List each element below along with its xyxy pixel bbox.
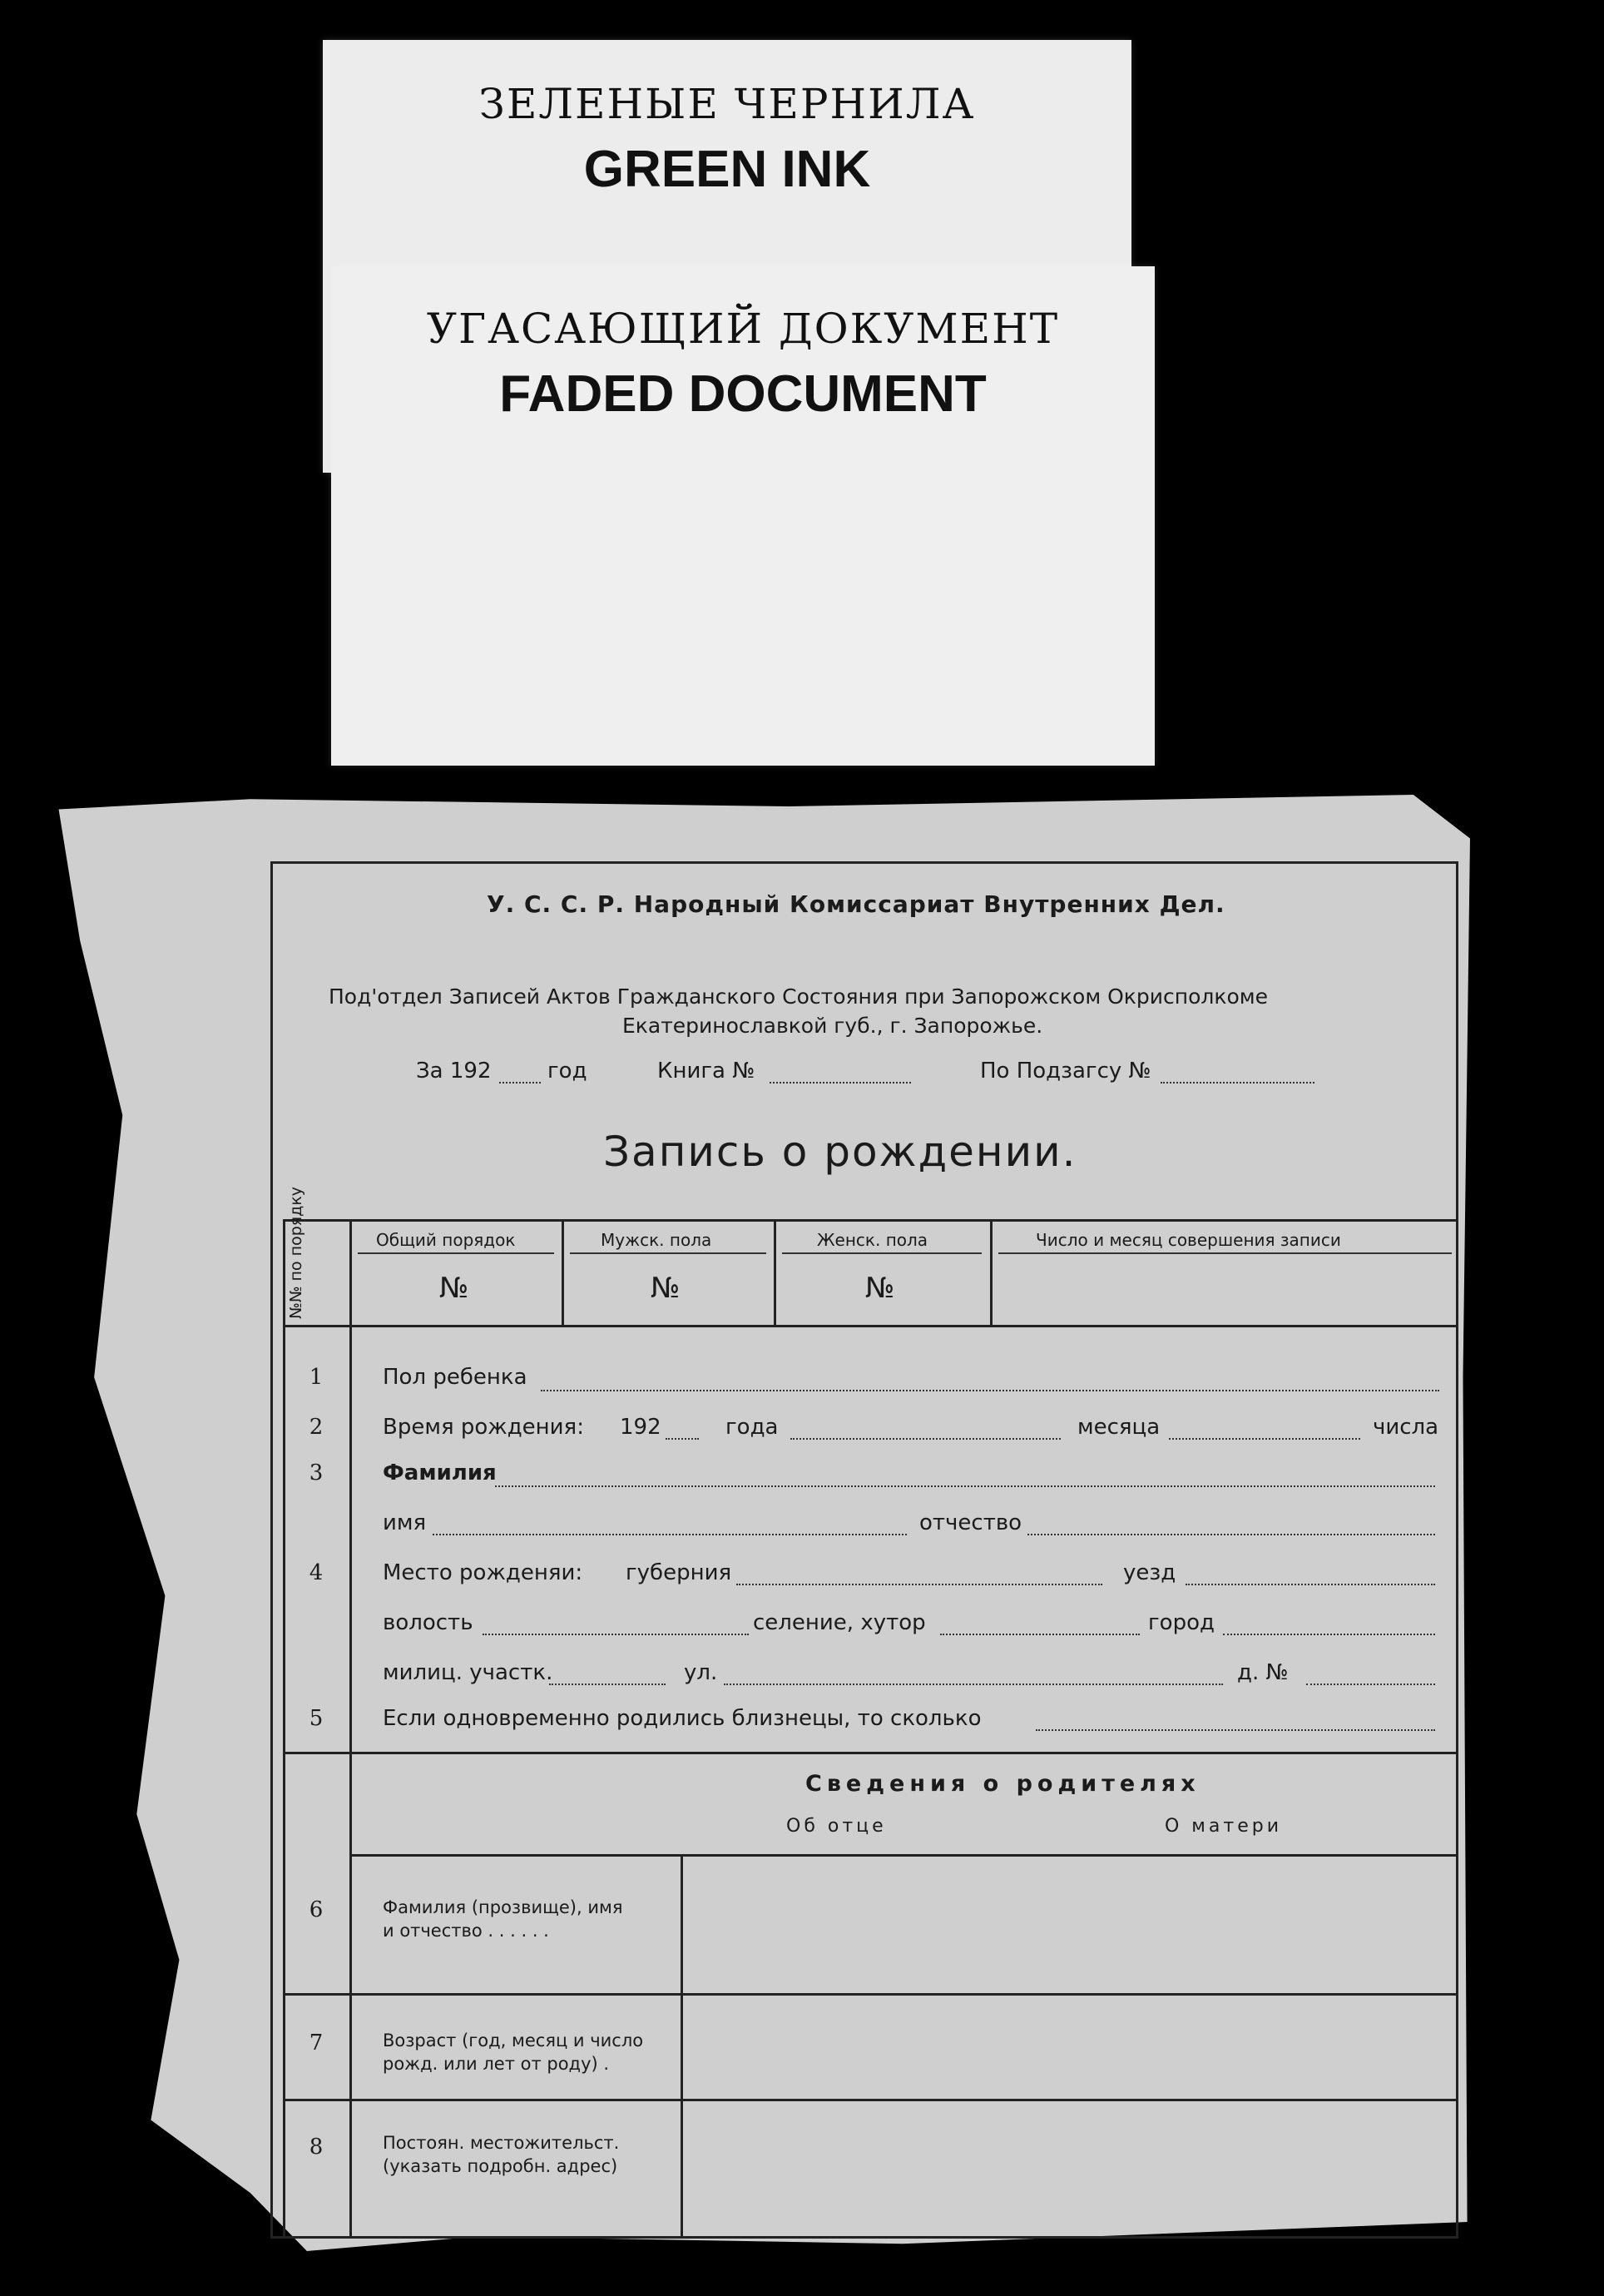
row-2-year: 192 (620, 1415, 661, 1440)
parents-mother: О матери (1165, 1816, 1283, 1837)
row-5-number: 5 (309, 1706, 324, 1731)
document-title: Запись о рождении. (603, 1128, 1077, 1176)
row-4-selo: селение, хутор (753, 1610, 926, 1635)
row-5-label: Если одновременно родились близнецы, то сколько (383, 1706, 982, 1731)
female-no: № (865, 1272, 895, 1305)
row-3-name-label: имя (383, 1510, 427, 1535)
year-suffix: год (547, 1059, 587, 1084)
year-label: За 192 (416, 1059, 492, 1084)
ministry-header: У. С. С. Р. Народный Комиссариат Внутренних Дел. (487, 890, 1225, 918)
row-3-patronymic-label: отчество (919, 1510, 1022, 1535)
row-3-surname-label: Фамилия (383, 1460, 497, 1485)
row-1-label: Пол ребенка (383, 1365, 527, 1390)
row-4-volost: волость (383, 1610, 473, 1635)
row-7-label-2: рожд. или лет от роду) . (383, 2054, 610, 2074)
order-column-header: №№ по порядку (287, 1186, 305, 1319)
row-8-label-1: Постоян. местожительст. (383, 2133, 620, 2153)
general-order-no: № (439, 1272, 469, 1305)
book-label: Книга № (657, 1059, 755, 1084)
subentry-label: По Подзагсу № (980, 1059, 1151, 1084)
male-no: № (651, 1272, 681, 1305)
row-6-number: 6 (309, 1897, 324, 1922)
row-2-month-word: месяца (1077, 1415, 1161, 1440)
row-4-house: д. № (1237, 1660, 1289, 1685)
row-2-label: Время рождения: (383, 1415, 584, 1440)
row-8-number: 8 (309, 2135, 324, 2160)
row-4-street: ул. (684, 1660, 718, 1685)
general-order-header: Общий порядок (376, 1230, 516, 1250)
row-7-number: 7 (309, 2031, 324, 2055)
row-2-number: 2 (309, 1415, 324, 1440)
female-header: Женск. пола (817, 1230, 928, 1250)
faded-en: FADED DOCUMENT (499, 365, 987, 423)
male-header: Мужск. пола (601, 1230, 712, 1250)
row-8-label-2: (указать подробн. адрес) (383, 2156, 618, 2176)
row-2-year-word: года (725, 1415, 779, 1440)
row-1-number: 1 (309, 1365, 324, 1390)
faded-document-card (331, 266, 1155, 766)
date-header: Число и месяц совершения записи (1036, 1230, 1341, 1250)
subdept-line-2: Екатеринославкой губ., г. Запорожье. (622, 1014, 1043, 1038)
faded-ru: УГАСАЮЩИЙ ДОКУМЕНТ (426, 305, 1060, 353)
row-7-label-1: Возраст (год, месяц и число (383, 2031, 644, 2051)
row-4-gubernia: губерния (626, 1560, 732, 1585)
row-4-number: 4 (309, 1560, 324, 1585)
subdept-line-1: Под'отдел Записей Актов Гражданского Состояния при Запорожском Окрисполкоме (329, 984, 1269, 1009)
parents-father: Об отце (786, 1816, 887, 1837)
parents-title: Сведения о родителях (805, 1771, 1201, 1797)
row-6-label-1: Фамилия (прозвище), имя (383, 1897, 623, 1917)
row-4-gorod: город (1148, 1610, 1215, 1635)
green-ink-ru: ЗЕЛЕНЫЕ ЧЕРНИЛА (478, 80, 976, 128)
row-3-number: 3 (309, 1460, 324, 1485)
green-ink-en: GREEN INK (583, 141, 871, 198)
row-4-militia: милиц. участк. (383, 1660, 553, 1685)
row-6-label-2: и отчество . . . . . . (383, 1921, 549, 1941)
row-4-label: Место рожденяи: (383, 1560, 583, 1585)
row-2-day-word: числа (1373, 1415, 1439, 1440)
row-4-uezd: уезд (1123, 1560, 1176, 1585)
